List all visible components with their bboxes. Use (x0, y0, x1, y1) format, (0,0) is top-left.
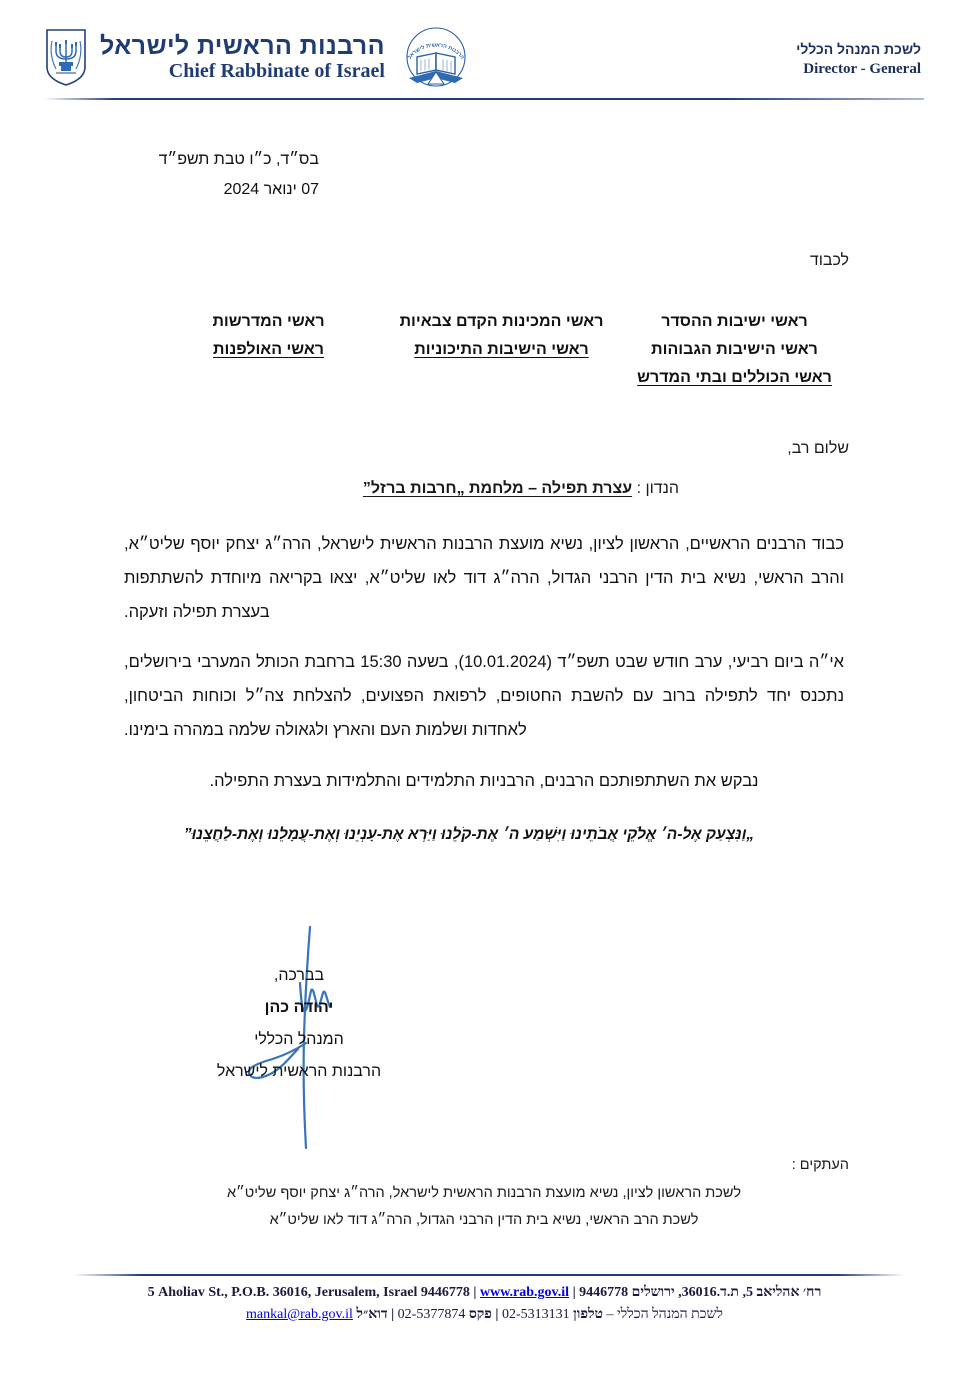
signature-closing: בברכה, (273, 967, 325, 984)
footer-contact-line (0, 1304, 969, 1326)
footer-separator: | (572, 1285, 576, 1300)
addressee-column (618, 308, 851, 392)
signer-title: המנהל הכללי (254, 1031, 344, 1048)
footer-fax-value: 02-5377874 (397, 1306, 466, 1322)
addressee-column (152, 308, 385, 392)
body-paragraph-2: אי״ה ביום רביעי, ערב חודש שבט תשפ״ד (10.01.2024), בשעה 15:30 ברחבת הכותל המערבי בירושלים, נתכנס יחד לתפילה ברוב עם להשבת החטופים, לרפואת הפצועים, להצלחת צה״ל וכוחות הביטחון, לאחדות ושלמות העם והארץ ולגאולה שלמה במהרה בימינו. (124, 653, 844, 740)
addressee-column (385, 308, 618, 392)
footer-email-label: דוא״ל (356, 1306, 388, 1322)
letterhead-brand (44, 26, 475, 88)
body-paragraph-1: כבוד הרבנים הראשיים, הראשון לציון, נשיא מועצת הרבנות הראשית לישראל, הרה״ג יצחק יוסף שליט״א, והרב הראשי, נשיא בית הדין הרבני הגדול, הרה״ג דוד לאו שליט״א, יצאו בקריאה מיוחדת להשתתפות בעצרת תפילה וזעקה. (124, 535, 844, 621)
footer-address-line (0, 1282, 969, 1304)
signature-block (189, 960, 409, 1088)
footer-separator: | (391, 1306, 395, 1322)
footer-address-hebrew: רח׳ אהליאב 5, ת.ד.36016, ירושלים (631, 1285, 822, 1300)
svg-text:הרבנות הראשית לישראל: הרבנות הראשית לישראל (406, 42, 465, 61)
footer-website-link[interactable]: www.rab.gov.il (480, 1285, 570, 1300)
addressee-salutation: לכבוד (809, 252, 849, 269)
signer-name: יהודה כהן (264, 999, 334, 1016)
header-divider (44, 98, 924, 100)
gregorian-date: 07 ינואר 2024 (223, 180, 319, 198)
footer-divider (74, 1274, 904, 1276)
addressee-columns (151, 308, 851, 392)
israel-state-emblem-menorah (44, 27, 88, 87)
copies-line: לשכת הראשון לציון, נשיא מועצת הרבנות הראשית לישראל, הרה״ג יצחק יוסף שליט״א (226, 1184, 742, 1201)
letterhead (0, 0, 969, 110)
org-name-hebrew: הרבנות הראשית לישראל (100, 31, 385, 60)
footer-zip: 9446778 (579, 1285, 629, 1300)
subject-line (363, 480, 679, 498)
footer-separator: | (495, 1306, 499, 1322)
footer-email-link[interactable]: mankal@rab.gov.il (246, 1306, 353, 1322)
footer-phone-label: טלפון (573, 1306, 603, 1322)
addressee-line: ראשי הישיבות התיכוניות (414, 341, 589, 358)
letterhead-titles (100, 32, 385, 82)
signer-organization: הרבנות הראשית לישראל (216, 1063, 382, 1080)
body-paragraph-3: נבקש את השתתפותכם הרבנים, הרבניות התלמידים והתלמידות בעצרת התפילה. (209, 771, 759, 790)
copies-heading: העתקים : (791, 1157, 849, 1173)
addressee-line: ראשי האולפנות (213, 341, 324, 358)
subject-value: עצרת תפילה – מלחמת „חרבות ברזל” (362, 480, 633, 497)
scripture-quote: „וַנִּצְעַק אֶל-ה׳ אֱלֹקֵי אֲבֹתֵינוּ וַיִּשְׁמַע ה׳ אֶת-קֹלֵנוּ וַיַּרְא אֶת-עָנְיֵנוּ וְאֶת-עֲמָלֵנוּ וְאֶת-לַחֲצֵנוּ” (183, 826, 755, 843)
footer-office-hebrew: לשכת המנהל הכללי (616, 1306, 723, 1322)
footer-address-english: 5 Aholiav St., P.O.B. 36016, Jerusalem, Israel 9446778 (147, 1285, 470, 1300)
footer-separator: | (473, 1285, 477, 1300)
copies-line: לשכת הרב הראשי, נשיא בית הדין הרבני הגדול, הרה״ג דוד לאו שליט״א (269, 1212, 699, 1229)
hebrew-date: בס״ד, כ״ו טבת תשפ״ד (158, 151, 319, 168)
org-name-english: Chief Rabbinate of Israel (168, 59, 385, 82)
footer-dash: – (606, 1306, 614, 1322)
chief-rabbinate-book-logo (397, 26, 475, 88)
addressee-line: ראשי ישיבות ההסדר (661, 313, 808, 330)
subject-label: הנדון : (636, 480, 679, 497)
footer (0, 1282, 969, 1325)
date-block (159, 145, 319, 204)
footer-phone-value: 02-5313131 (502, 1306, 570, 1322)
letterhead-office (796, 40, 921, 79)
footer-fax-label: פקס (468, 1306, 492, 1322)
addressee-line: ראשי הכוללים ובתי המדרש (637, 369, 832, 386)
greeting-line: שלום רב, (787, 440, 849, 457)
office-name-english: Director - General (803, 60, 921, 77)
office-name-hebrew: לשכת המנהל הכללי (796, 41, 921, 57)
addressee-line: ראשי הישיבות הגבוהות (651, 341, 818, 358)
addressee-line: ראשי המכינות הקדם צבאיות (399, 313, 604, 330)
copies-block (119, 1152, 849, 1235)
letter-body (124, 528, 844, 816)
addressee-line: ראשי המדרשות (212, 313, 325, 330)
